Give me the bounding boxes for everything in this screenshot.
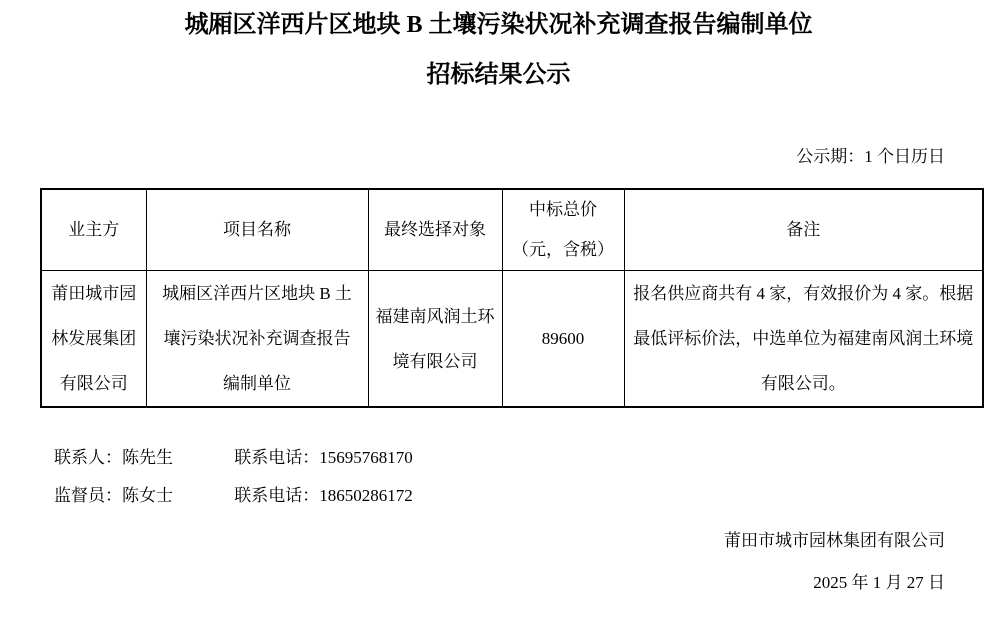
column-header-owner: 业主方: [41, 189, 146, 271]
column-header-price-line2: （元，含税）: [512, 240, 614, 259]
column-header-price: [502, 189, 624, 271]
table-header-row: [41, 189, 983, 271]
contact-line-2: [54, 487, 413, 505]
supervisor-person: 监督员：陈女士: [54, 486, 173, 505]
contact-phone-2: 联系电话：18650286172: [234, 486, 413, 505]
page-title-line2: 招标结果公示: [426, 62, 571, 88]
table-row: [41, 271, 983, 408]
issuing-company: 莆田市城市园林集团有限公司: [724, 531, 945, 550]
contact-phone-1: 联系电话：15695768170: [234, 448, 413, 467]
publicity-period: 公示期：1 个日历日: [796, 147, 945, 166]
cell-winning-price: 89600: [502, 271, 624, 408]
cell-owner: 莆田城市园林发展集团有限公司: [41, 271, 146, 408]
tender-result-table: [40, 188, 984, 408]
page-title-line1: 城厢区洋西片区地块 B 土壤污染状况补充调查报告编制单位: [184, 12, 813, 38]
contact-person: 联系人：陈先生: [54, 448, 173, 467]
contact-block: [54, 449, 413, 525]
cell-remark: 报名供应商共有 4 家，有效报价为 4 家。根据最低评标价法，中选单位为福建南风润土环境有限公司。: [624, 271, 983, 408]
column-header-project: 项目名称: [146, 189, 368, 271]
cell-selected-supplier: 福建南风润土环境有限公司: [368, 271, 502, 408]
issue-date: 2025 年 1 月 27 日: [813, 573, 945, 592]
cell-project: 城厢区洋西片区地块 B 土壤污染状况补充调查报告编制单位: [146, 271, 368, 408]
column-header-selected: 最终选择对象: [368, 189, 502, 271]
column-header-remark: 备注: [624, 189, 983, 271]
column-header-price-line1: 中标总价: [529, 200, 597, 219]
contact-line-1: [54, 449, 413, 467]
